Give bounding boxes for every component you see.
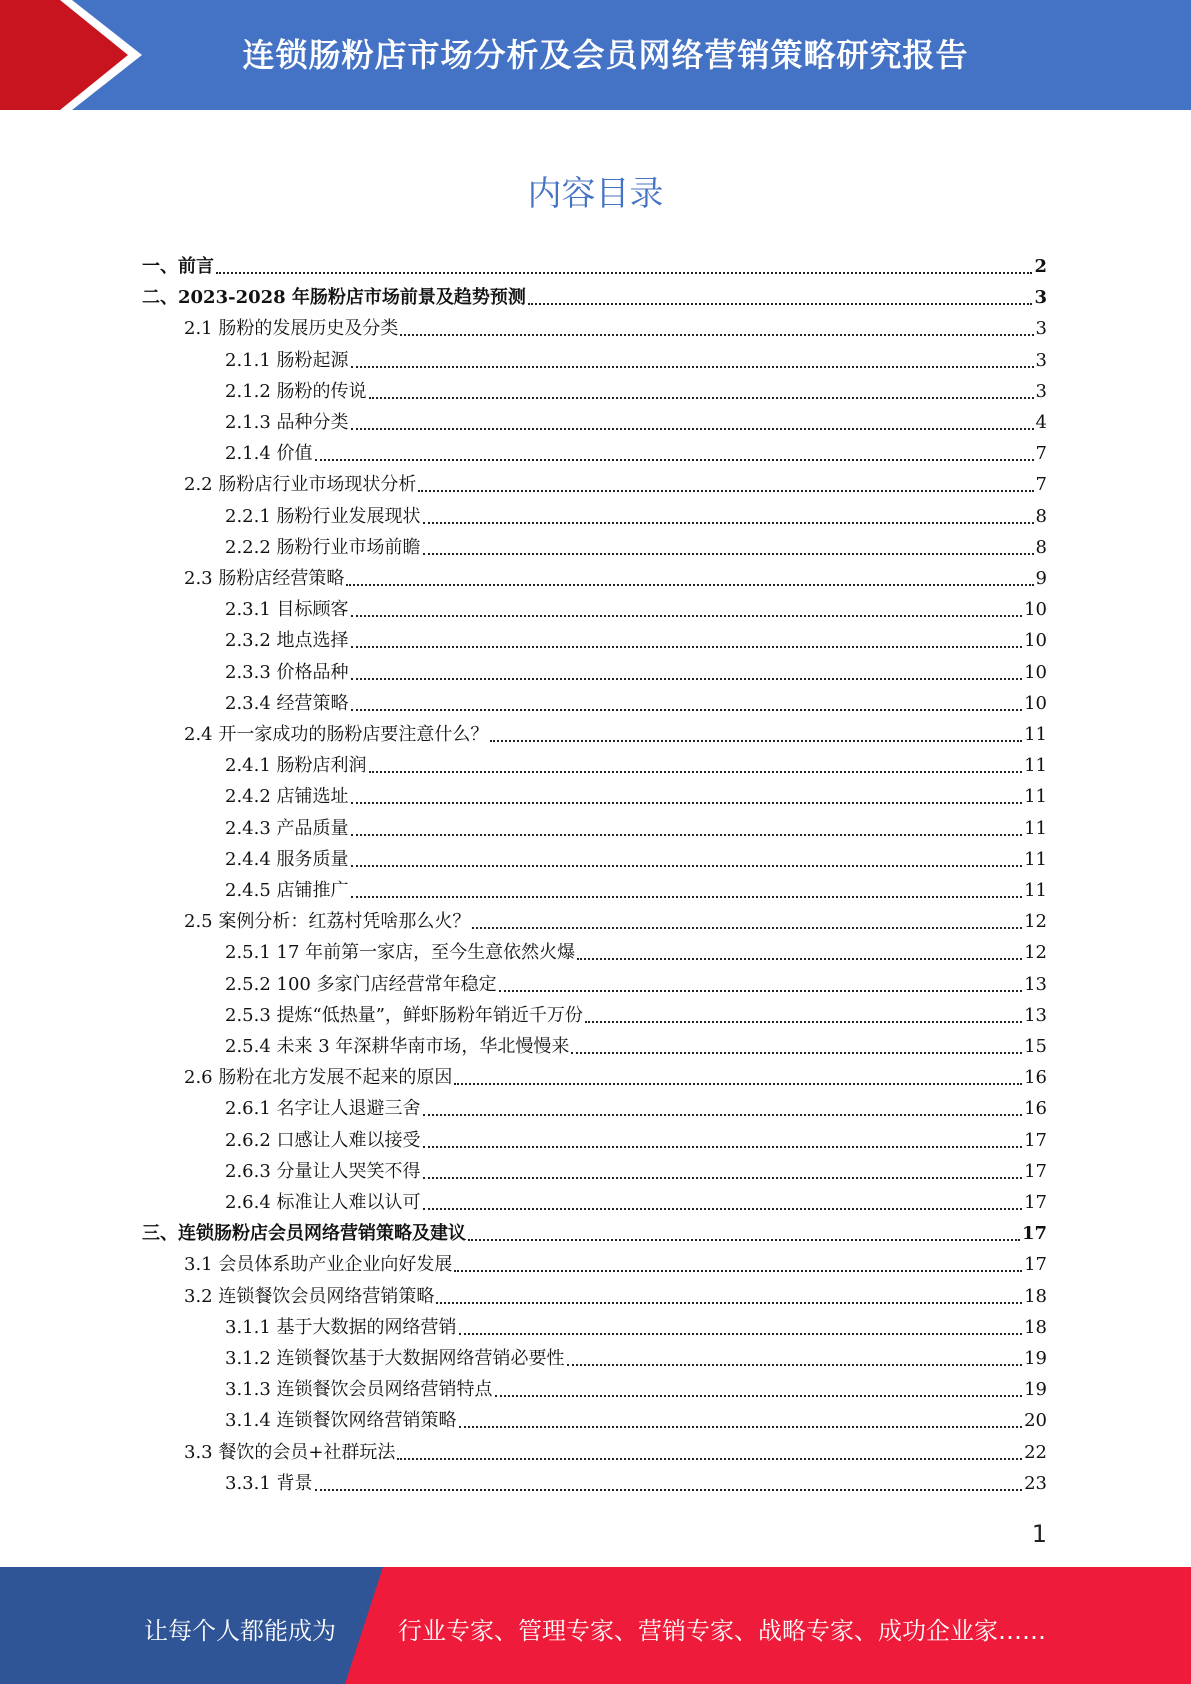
toc-entry-title: 2.4.5 店铺推广 <box>225 880 349 901</box>
toc-entry-title: 2.1 肠粉的发展历史及分类 <box>184 318 399 339</box>
toc-entry-page: 3 <box>1035 318 1047 339</box>
toc-dot-leader <box>459 1333 1023 1335</box>
toc-entry-page: 11 <box>1024 786 1047 807</box>
toc-entry-title: 三、连锁肠粉店会员网络营销策略及建议 <box>142 1223 466 1244</box>
toc-entry[interactable] <box>225 1003 1047 1029</box>
toc-entry-title: 2.2.2 肠粉行业市场前瞻 <box>225 537 421 558</box>
toc-entry-page: 11 <box>1024 724 1047 745</box>
toc-entry-title: 2.4.2 店铺选址 <box>225 786 349 807</box>
toc-dot-leader <box>499 990 1022 992</box>
toc-entry-page: 4 <box>1035 412 1047 433</box>
toc-entry-page: 17 <box>1024 1254 1047 1275</box>
toc-entry-title: 2.5.2 100 多家门店经营常年稳定 <box>225 974 497 995</box>
toc-entry[interactable] <box>225 1190 1047 1216</box>
toc-entry[interactable] <box>225 348 1047 374</box>
toc-entry-page: 18 <box>1024 1286 1047 1307</box>
toc-entry-title: 2.3.2 地点选择 <box>225 630 349 651</box>
toc-dot-leader <box>585 1021 1022 1023</box>
toc-entry-page: 20 <box>1024 1410 1047 1431</box>
toc-entry[interactable] <box>225 1128 1047 1154</box>
toc-entry-title: 2.1.1 肠粉起源 <box>225 350 349 371</box>
toc-entry-title: 2.3.4 经营策略 <box>225 693 349 714</box>
toc-entry[interactable] <box>225 753 1047 779</box>
toc-entry[interactable] <box>184 1065 1047 1091</box>
toc-entry-title: 2.6.4 标准让人难以认可 <box>225 1192 421 1213</box>
toc-entry[interactable] <box>225 1315 1047 1341</box>
toc-dot-leader <box>423 1146 1023 1148</box>
toc-entry-title: 2.4.3 产品质量 <box>225 818 349 839</box>
toc-dot-leader <box>567 1364 1023 1366</box>
toc-entry-title: 2.6.1 名字让人退避三舍 <box>225 1098 421 1119</box>
toc-entry-title: 2.4.1 肠粉店利润 <box>225 755 367 776</box>
footer-slogan-left: 让每个人都能成为 <box>144 1617 336 1645</box>
toc-entry[interactable] <box>225 784 1047 810</box>
toc-dot-leader <box>490 740 1022 742</box>
toc-entry[interactable] <box>225 1096 1047 1122</box>
toc-entry[interactable] <box>225 1346 1047 1372</box>
toc-entry[interactable] <box>225 878 1047 904</box>
report-title: 连锁肠粉店市场分析及会员网络营销策略研究报告 <box>242 36 969 74</box>
toc-dot-leader <box>423 1208 1023 1210</box>
toc-entry-page: 10 <box>1024 662 1047 683</box>
footer-slogan-right: 行业专家、管理专家、营销专家、战略专家、成功企业家…… <box>398 1617 1046 1645</box>
toc-entry[interactable] <box>142 254 1047 280</box>
toc-entry[interactable] <box>184 1252 1047 1278</box>
toc-entry-page: 11 <box>1024 880 1047 901</box>
toc-entry-title: 2.2.1 肠粉行业发展现状 <box>225 506 421 527</box>
toc-dot-leader <box>454 1083 1022 1085</box>
toc-entry-page: 11 <box>1024 818 1047 839</box>
toc-dot-leader <box>472 927 1022 929</box>
toc-entry-page: 10 <box>1024 630 1047 651</box>
toc-heading: 内容目录 <box>527 174 664 214</box>
toc-dot-leader <box>351 896 1023 898</box>
toc-entry-title: 3.1.1 基于大数据的网络营销 <box>225 1317 457 1338</box>
toc-entry-page: 18 <box>1024 1317 1047 1338</box>
toc-entry[interactable] <box>225 441 1047 467</box>
toc-entry-page: 3 <box>1035 381 1047 402</box>
toc-dot-leader <box>351 678 1023 680</box>
toc-entry[interactable] <box>142 1221 1047 1247</box>
toc-entry[interactable] <box>225 1471 1047 1497</box>
toc-entry[interactable] <box>225 1408 1047 1434</box>
toc-dot-leader <box>423 553 1034 555</box>
toc-entry[interactable] <box>225 535 1047 561</box>
toc-entry-title: 2.1.4 价值 <box>225 443 313 464</box>
toc-entry-page: 13 <box>1024 974 1047 995</box>
toc-entry-title: 2.6.2 口感让人难以接受 <box>225 1130 421 1151</box>
toc-entry-page: 8 <box>1035 537 1047 558</box>
toc-entry-title: 3.3.1 背景 <box>225 1473 313 1494</box>
toc-dot-leader <box>418 490 1033 492</box>
toc-dot-leader <box>351 366 1034 368</box>
toc-entry-page: 3 <box>1034 287 1047 308</box>
toc-dot-leader <box>571 1052 1022 1054</box>
toc-dot-leader <box>528 303 1033 305</box>
toc-entry-title: 3.1 会员体系助产业企业向好发展 <box>184 1254 453 1275</box>
toc-entry-title: 3.3 餐饮的会员+社群玩法 <box>184 1442 396 1463</box>
toc-dot-leader <box>495 1395 1023 1397</box>
toc-entry-page: 10 <box>1024 599 1047 620</box>
toc-dot-leader <box>400 334 1033 336</box>
toc-entry-title: 2.5.1 17 年前第一家店，至今生意依然火爆 <box>225 942 576 963</box>
toc-entry-title: 2.6 肠粉在北方发展不起来的原因 <box>184 1067 453 1088</box>
toc-dot-leader <box>459 1426 1023 1428</box>
toc-entry-page: 16 <box>1024 1098 1047 1119</box>
toc-dot-leader <box>397 1458 1022 1460</box>
toc-entry[interactable] <box>225 972 1047 998</box>
toc-dot-leader <box>346 584 1033 586</box>
page-number: 1 <box>1031 1520 1047 1548</box>
toc-entry[interactable] <box>184 1284 1047 1310</box>
toc-dot-leader <box>577 958 1022 960</box>
toc-entry[interactable] <box>184 566 1047 592</box>
toc-dot-leader <box>369 397 1034 399</box>
toc-entry-page: 7 <box>1035 443 1047 464</box>
toc-entry-page: 19 <box>1024 1348 1047 1369</box>
toc-entry[interactable] <box>225 597 1047 623</box>
toc-dot-leader <box>351 428 1034 430</box>
toc-entry[interactable] <box>142 285 1047 311</box>
toc-entry-title: 3.1.4 连锁餐饮网络营销策略 <box>225 1410 457 1431</box>
toc-dot-leader <box>369 771 1023 773</box>
toc-entry[interactable] <box>225 940 1047 966</box>
toc-entry-page: 3 <box>1035 350 1047 371</box>
toc-entry-title: 一、前言 <box>142 256 214 277</box>
toc-entry-page: 11 <box>1024 755 1047 776</box>
toc-entry-title: 3.1.2 连锁餐饮基于大数据网络营销必要性 <box>225 1348 565 1369</box>
toc-entry-title: 2.1.3 品种分类 <box>225 412 349 433</box>
toc-dot-leader <box>351 646 1023 648</box>
toc-entry-title: 2.3.1 目标顾客 <box>225 599 349 620</box>
toc-entry[interactable] <box>225 816 1047 842</box>
toc-entry-page: 12 <box>1024 911 1047 932</box>
toc-entry[interactable] <box>184 909 1047 935</box>
toc-entry-title: 2.2 肠粉店行业市场现状分析 <box>184 474 417 495</box>
toc-entry-page: 17 <box>1024 1161 1047 1182</box>
toc-dot-leader <box>468 1239 1020 1241</box>
toc-entry-page: 15 <box>1024 1036 1047 1057</box>
toc-entry-page: 9 <box>1035 568 1047 589</box>
toc-entry-title: 2.3 肠粉店经营策略 <box>184 568 345 589</box>
toc-entry-page: 17 <box>1024 1192 1047 1213</box>
toc-entry-page: 17 <box>1024 1130 1047 1151</box>
toc-entry[interactable] <box>225 379 1047 405</box>
toc-dot-leader <box>351 834 1023 836</box>
toc-entry[interactable] <box>184 722 1047 748</box>
toc-entry-page: 19 <box>1024 1379 1047 1400</box>
toc-dot-leader <box>351 865 1023 867</box>
toc-entry-title: 3.2 连锁餐饮会员网络营销策略 <box>184 1286 435 1307</box>
toc-dot-leader <box>423 522 1034 524</box>
toc-entry-title: 二、2023-2028 年肠粉店市场前景及趋势预测 <box>142 287 526 308</box>
toc-entry[interactable] <box>225 1377 1047 1403</box>
toc-entry[interactable] <box>225 691 1047 717</box>
toc-entry-title: 2.4.4 服务质量 <box>225 849 349 870</box>
toc-dot-leader <box>454 1270 1022 1272</box>
toc-entry[interactable] <box>225 660 1047 686</box>
toc-entry[interactable] <box>184 1440 1047 1466</box>
toc-entry-page: 22 <box>1024 1442 1047 1463</box>
toc-entry[interactable] <box>225 847 1047 873</box>
toc-entry-title: 2.6.3 分量让人哭笑不得 <box>225 1161 421 1182</box>
toc-entry-page: 11 <box>1024 849 1047 870</box>
toc-entry-page: 7 <box>1035 474 1047 495</box>
toc-entry-page: 8 <box>1035 506 1047 527</box>
toc-entry-title: 3.1.3 连锁餐饮会员网络营销特点 <box>225 1379 493 1400</box>
toc-dot-leader <box>423 1177 1023 1179</box>
toc-dot-leader <box>351 709 1023 711</box>
toc-dot-leader <box>216 272 1032 274</box>
toc-dot-leader <box>436 1302 1022 1304</box>
toc-entry-page: 13 <box>1024 1005 1047 1026</box>
toc-entry-page: 10 <box>1024 693 1047 714</box>
toc-entry-title: 2.1.2 肠粉的传说 <box>225 381 367 402</box>
toc-entry[interactable] <box>225 1034 1047 1060</box>
toc-entry[interactable] <box>184 316 1047 342</box>
toc-dot-leader <box>423 1114 1023 1116</box>
toc-entry-title: 2.5.3 提炼“低热量”，鲜虾肠粉年销近千万份 <box>225 1005 583 1026</box>
toc-entry-title: 2.5.4 未来 3 年深耕华南市场，华北慢慢来 <box>225 1036 570 1057</box>
toc-dot-leader <box>351 615 1023 617</box>
toc-dot-leader <box>351 802 1023 804</box>
toc-entry-page: 17 <box>1021 1223 1047 1244</box>
toc-entry-page: 2 <box>1034 256 1047 277</box>
footer-banner <box>0 1567 1191 1684</box>
toc-entry[interactable] <box>225 1159 1047 1185</box>
toc-entry[interactable] <box>225 410 1047 436</box>
toc-entry[interactable] <box>225 504 1047 530</box>
toc-dot-leader <box>315 459 1034 461</box>
header-banner <box>0 0 1191 110</box>
toc-entry[interactable] <box>225 628 1047 654</box>
toc-dot-leader <box>315 1489 1023 1491</box>
toc-entry-title: 2.3.3 价格品种 <box>225 662 349 683</box>
toc-entry[interactable] <box>184 472 1047 498</box>
toc-entry-page: 12 <box>1024 942 1047 963</box>
toc-entry-title: 2.5 案例分析：红荔村凭啥那么火？ <box>184 911 471 932</box>
toc-entry-page: 23 <box>1024 1473 1047 1494</box>
toc-entry-page: 16 <box>1024 1067 1047 1088</box>
toc-entry-title: 2.4 开一家成功的肠粉店要注意什么？ <box>184 724 489 745</box>
